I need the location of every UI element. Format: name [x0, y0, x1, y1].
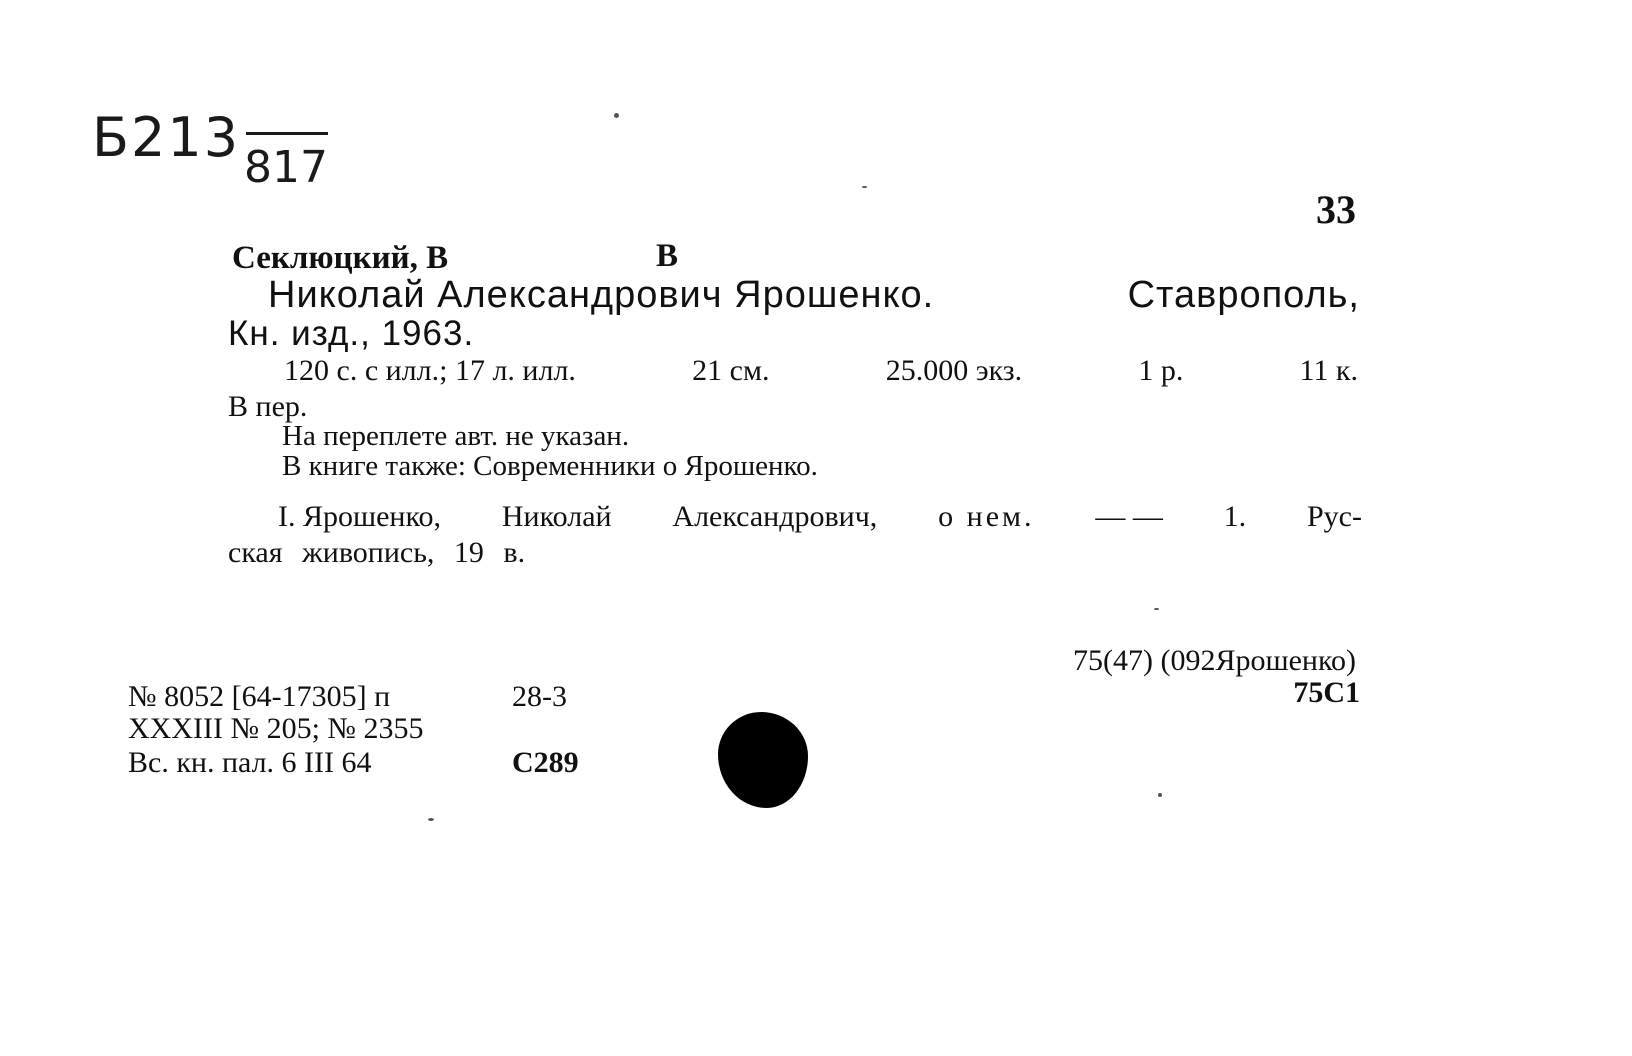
scan-speck [1158, 793, 1162, 797]
author-name: Секлюцкий, В [232, 240, 449, 276]
handwritten-fraction: 817 [244, 142, 328, 193]
tracing-item: 1. [1223, 500, 1247, 533]
card-number: 33 [1316, 187, 1356, 232]
handwritten-overline [246, 132, 328, 135]
bbk-index: 75С1 [1293, 676, 1360, 709]
udc-index: 75(47) (092Ярошенко) [1073, 644, 1356, 677]
tracing-item: о нем. [938, 500, 1035, 533]
price-rubles: 1 р. [1138, 354, 1184, 387]
publication-place: Ставрополь, [1127, 274, 1360, 316]
ink-blot [718, 712, 808, 808]
registry-left-3: Вс. кн. пал. 6 III 64 [128, 746, 372, 779]
tracing-item: — — [1095, 500, 1163, 533]
author-initial: В [656, 238, 679, 274]
registry-left-1: № 8052 [64-17305] п [128, 680, 391, 713]
tracing-item: Рус- [1306, 500, 1362, 533]
note-author-not-indicated: На переплете авт. не указан. [282, 420, 630, 452]
tracing-item: Александрович, [672, 500, 878, 533]
tracing-item: I. Ярошенко, [278, 500, 442, 533]
note-contents: В книге также: Современники о Ярошенко. [282, 450, 818, 482]
scan-speck [862, 186, 867, 188]
price-kopecks: 11 к. [1299, 354, 1358, 387]
scan-speck [614, 113, 619, 118]
subject-tracing-line-2: ская живопись, 19 в. [228, 536, 526, 569]
subject-tracing-line-1 [278, 500, 1362, 534]
scan-speck [428, 818, 434, 821]
registry-right-1: 28-3 [512, 680, 567, 713]
print-run: 25.000 экз. [885, 354, 1023, 387]
scan-speck [1154, 608, 1159, 610]
size: 21 см. [692, 354, 770, 387]
book-title: Николай Александрович Ярошенко. [268, 274, 935, 316]
handwritten-code: Б213 [92, 106, 241, 169]
title-line [268, 274, 1360, 317]
binding: В пер. [228, 390, 308, 423]
physical-description [284, 354, 1358, 388]
pages-illustrations: 120 с. с илл.; 17 л. илл. [284, 354, 576, 387]
registry-right-3: С289 [512, 746, 579, 779]
publisher-line: Кн. изд., 1963. [228, 314, 475, 353]
registry-left-2: XXXIII № 205; № 2355 [128, 712, 424, 745]
tracing-item: Николай [501, 500, 612, 533]
